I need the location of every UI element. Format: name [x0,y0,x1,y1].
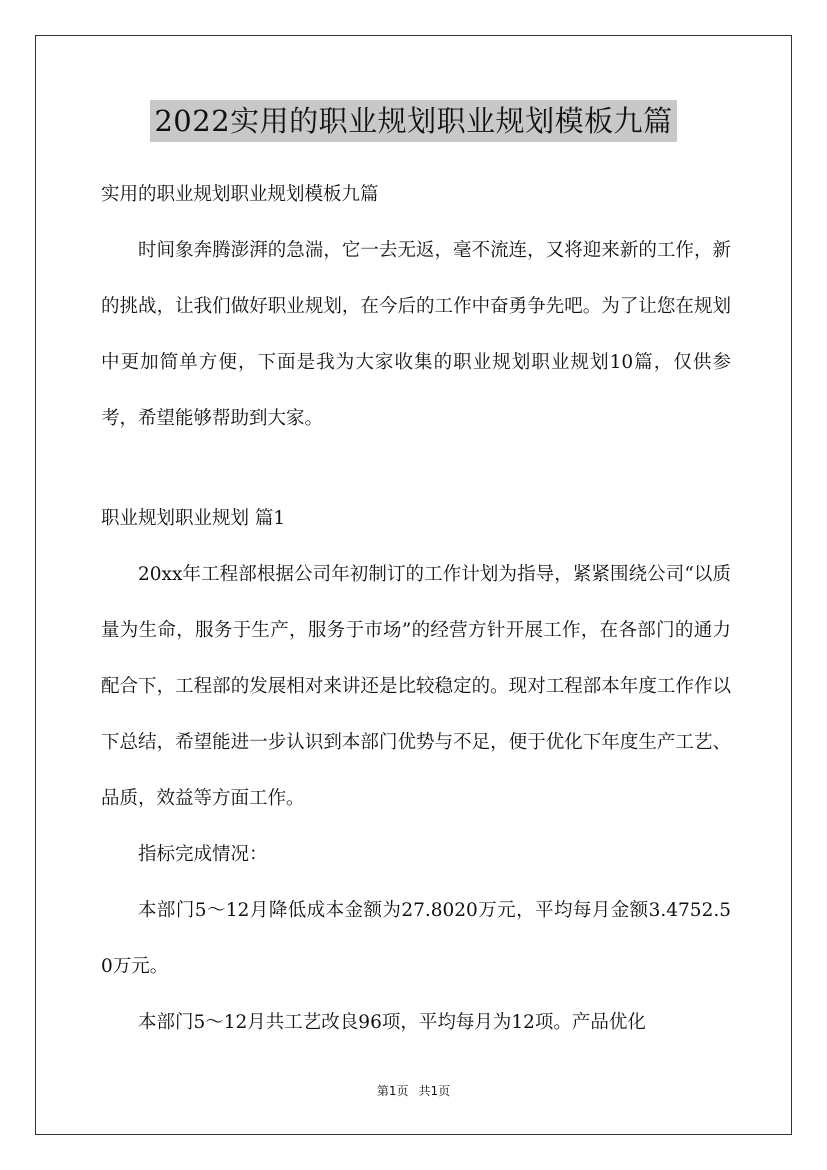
document-subtitle: 实用的职业规划职业规划模板九篇 [101,184,379,205]
page-footer [0,1082,827,1099]
section-heading: 职业规划职业规划 篇1 [101,508,286,529]
body-paragraph: 本部门5～12月降低成本金额为27.8020万元，平均每月金额3.4752.50万元。 [101,900,731,977]
title-wrap [0,100,827,142]
page-number: 第1页 [376,1084,409,1098]
body-paragraph: 20xx年工程部根据公司年初制订的工作计划为指导，紧紧围绕公司“以质量为生命，服务于生产，服务于市场”的经营方针开展工作，在各部门的通力配合下，工程部的发展相对来讲还是比较稳定的。现对工程部本年度工作作以下总结，希望能进一步认识到本部门优势与不足，便于优化下年度生产工艺、品质，效益等方面工作。 [101,564,731,809]
intro-paragraph: 时间象奔腾澎湃的急湍，它一去无返，毫不流连，又将迎来新的工作，新的挑战，让我们做好职业规划，在今后的工作中奋勇争先吧。为了让您在规划中更加简单方便，下面是我为大家收集的职业规划职业规划10篇，仅供参考，希望能够帮助到大家。 [101,240,731,429]
page-total: 共1页 [418,1084,451,1098]
section-body [101,547,731,1051]
document-body [101,176,731,1051]
document-title[interactable]: 2022实用的职业规划职业规划模板九篇 [150,100,676,142]
body-paragraph: 指标完成情况： [138,844,268,865]
body-paragraph: 本部门5～12月共工艺改良96项，平均每月为12项。产品优化 [138,1012,646,1033]
section-spacer [101,447,731,500]
